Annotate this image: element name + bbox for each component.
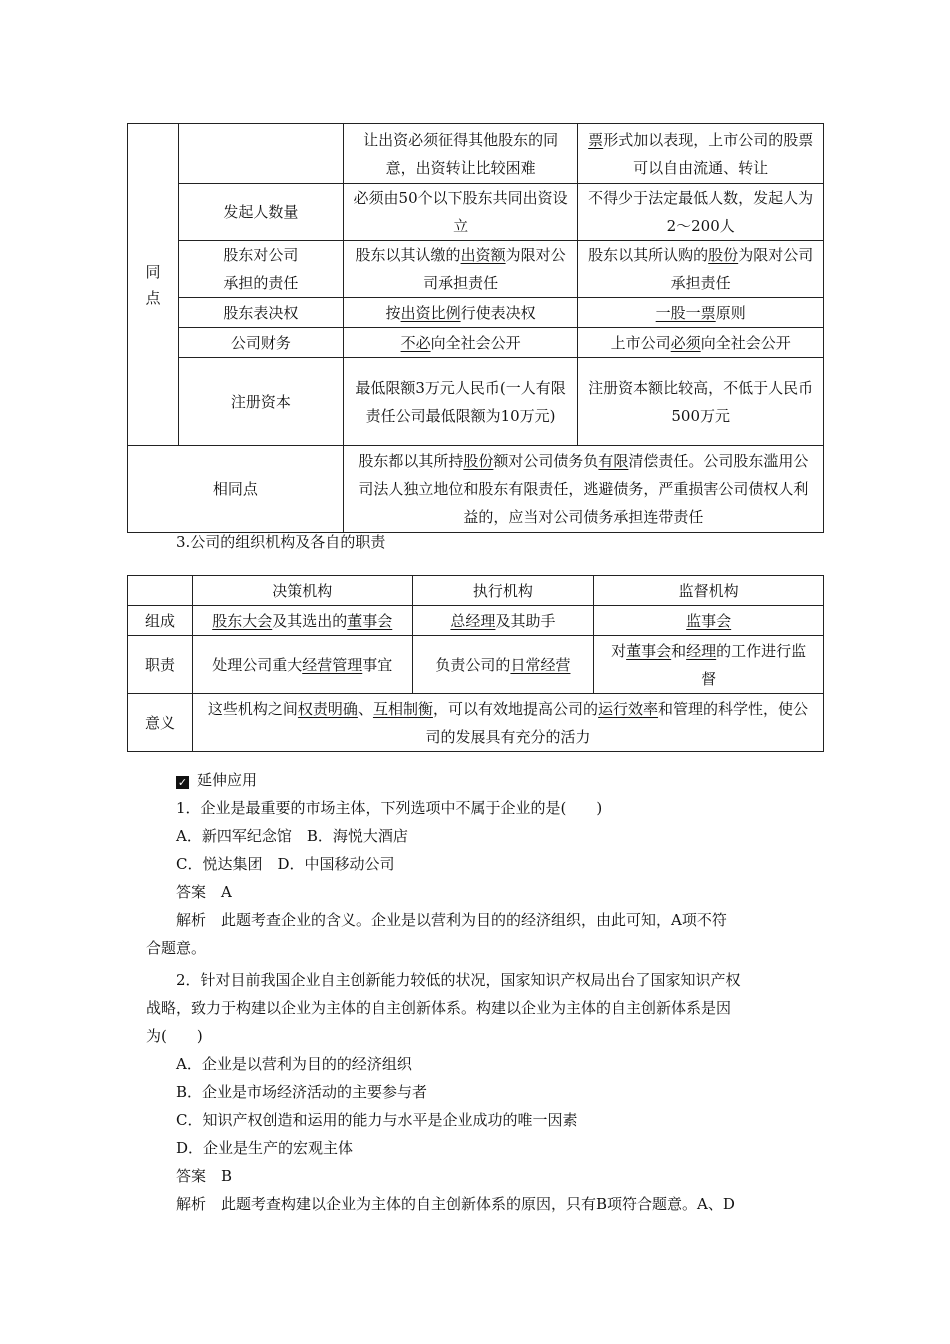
table-row <box>128 328 824 358</box>
analysis: 解析 此题考查企业的含义。企业是以营利为目的的经济组织，由此可知，A项不符 <box>176 911 727 929</box>
table-cell: 处理公司重大经营管理事宜 <box>192 636 412 694</box>
question-options: A．新四军纪念馆 B．海悦大酒店 <box>176 827 408 845</box>
group-label: 同 点 <box>128 124 179 446</box>
table-row <box>128 446 824 533</box>
table-row <box>128 184 824 241</box>
question-stem: 2．针对目前我国企业自主创新能力较低的状况，国家知识产权局出台了国家知识产权 <box>176 971 741 989</box>
table-cell: 不得少于法定最低人数，发起人为2～200人 <box>578 184 824 241</box>
row-label: 相同点 <box>128 446 344 533</box>
row-label: 发起人数量 <box>178 184 343 241</box>
row-label: 注册资本 <box>178 358 343 446</box>
table-cell: 上市公司必须向全社会公开 <box>578 328 824 358</box>
table-row <box>128 636 824 694</box>
column-header: 执行机构 <box>412 576 594 606</box>
table-cell <box>128 576 193 606</box>
table-row <box>128 576 824 606</box>
table-cell: 股东都以其所持股份额对公司债务负有限清偿责任。公司股东滥用公司法人独立地位和股东有限责任，逃避债务，严重损害公司债权人利益的，应当对公司债务承担连带责任 <box>343 446 823 533</box>
section-heading: 3.公司的组织机构及各自的职责 <box>176 533 386 551</box>
analysis: 解析 此题考查构建以企业为主体的自主创新体系的原因，只有B项符合题意。A、D <box>176 1195 735 1213</box>
table-row <box>128 124 824 184</box>
table-row <box>128 298 824 328</box>
row-label: 公司财务 <box>178 328 343 358</box>
table-cell: 股东以其认缴的出资额为限对公司承担责任 <box>343 241 578 298</box>
analysis: 合题意。 <box>146 939 207 957</box>
row-label: 职责 <box>128 636 193 694</box>
table-cell: 对董事会和经理的工作进行监督 <box>594 636 824 694</box>
table-cell: 按出资比例行使表决权 <box>343 298 578 328</box>
table-cell: 最低限额3万元人民币(一人有限责任公司最低限额为10万元) <box>343 358 578 446</box>
table-cell: 必须由50个以下股东共同出资设立 <box>343 184 578 241</box>
row-label: 意义 <box>128 694 193 752</box>
table-row <box>128 694 824 752</box>
row-label: 股东对公司承担的责任 <box>178 241 343 298</box>
question-option: B．企业是市场经济活动的主要参与者 <box>176 1083 428 1101</box>
table-cell: 监事会 <box>594 606 824 636</box>
organization-table <box>127 575 824 752</box>
row-label: 股东表决权 <box>178 298 343 328</box>
table-cell: 让出资必须征得其他股东的同意，出资转让比较困难 <box>343 124 578 184</box>
row-label: 组成 <box>128 606 193 636</box>
question-options: C．悦达集团 D．中国移动公司 <box>176 855 395 873</box>
row-label <box>178 124 343 184</box>
company-comparison-table <box>127 123 824 533</box>
table-cell: 一股一票原则 <box>578 298 824 328</box>
question-option: D．企业是生产的宏观主体 <box>176 1139 354 1157</box>
table-cell: 股东以其所认购的股份为限对公司承担责任 <box>578 241 824 298</box>
table-cell: 负责公司的日常经营 <box>412 636 594 694</box>
question-stem: 1．企业是最重要的市场主体，下列选项中不属于企业的是( ) <box>176 799 603 817</box>
checkbox-icon: ✓ <box>177 776 188 789</box>
extension-heading: ✓ 延伸应用 <box>177 771 258 789</box>
question-stem: 为( ) <box>146 1027 203 1045</box>
table-row <box>128 606 824 636</box>
column-header: 监督机构 <box>594 576 824 606</box>
table-row <box>128 358 824 446</box>
column-header: 决策机构 <box>192 576 412 606</box>
question-option: C．知识产权创造和运用的能力与水平是企业成功的唯一因素 <box>176 1111 578 1129</box>
table-cell: 不必向全社会公开 <box>343 328 578 358</box>
question-option: A．企业是以营利为目的的经济组织 <box>176 1055 412 1073</box>
question-stem: 战略，致力于构建以企业为主体的自主创新体系。构建以企业为主体的自主创新体系是因 <box>146 999 732 1017</box>
table-cell: 这些机构之间权责明确、互相制衡，可以有效地提高公司的运行效率和管理的科学性，使公司的发展具有充分的活力 <box>192 694 823 752</box>
table-cell: 注册资本额比较高，不低于人民币500万元 <box>578 358 824 446</box>
table-cell: 股东大会及其选出的董事会 <box>192 606 412 636</box>
table-cell: 总经理及其助手 <box>412 606 594 636</box>
table-cell: 票形式加以表现，上市公司的股票可以自由流通、转让 <box>578 124 824 184</box>
answer: 答案 B <box>176 1167 233 1185</box>
answer: 答案 A <box>176 883 232 901</box>
table-row <box>128 241 824 298</box>
